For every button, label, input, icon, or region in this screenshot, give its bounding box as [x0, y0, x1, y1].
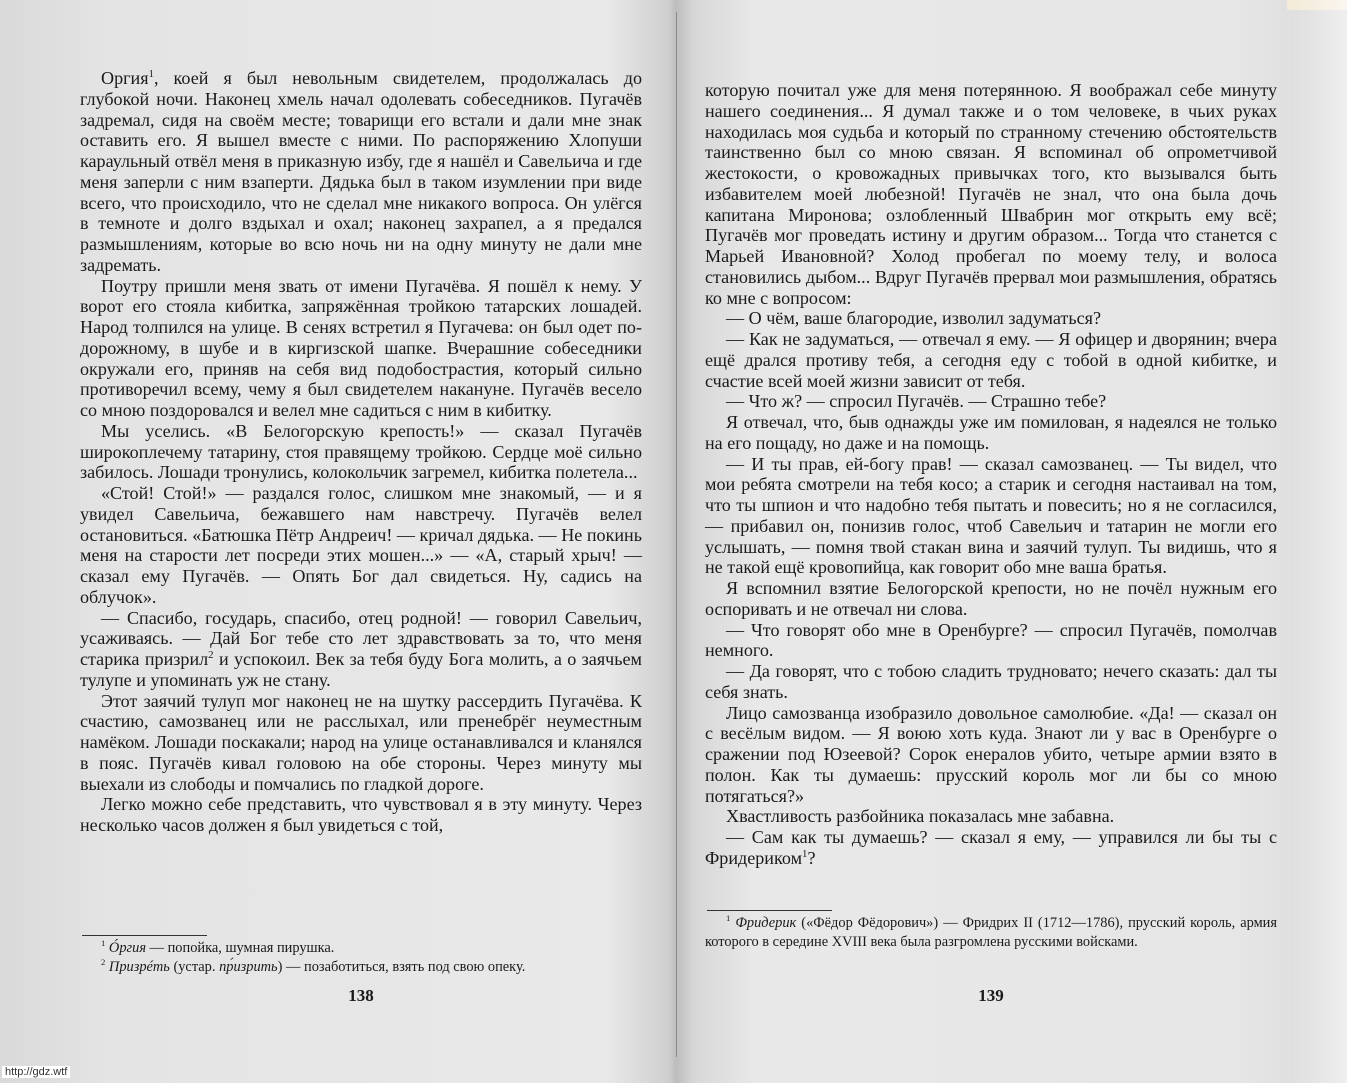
paragraph: Этот заячий тулуп мог наконец не на шутку рассердить Пугачёва. К счастию, самозванец или не расслыхал, или пренебрёг неуместным намёком. Лошади поскакали; народ на улице останавливался и кланялся в пояс. Пугачёв кивал головою на обе стороны. Через минуту мы выехали из слободы и помчались по гладкой дороге.: [80, 690, 642, 794]
page-number: 138: [348, 986, 374, 1005]
right-footnotes: [705, 910, 1277, 951]
paragraph: Оргия$^1$, коей я был невольным свидетелем, продолжалась до глубокой ночи. Наконец хмель начал одолевать собеседников. Пугачёв задремал, сидя на своём месте; товарищи его встали и дали мне знак оставить его. Я вышел вместе с ними. По распоряжению Хлопуши караульный отвёл меня в приказную избу, где я нашёл и Савельича и где меня заперли с ним взаперти. Дядька был в таком изумлении при виде всего, что происходило, что не сделал мне никакого вопроса. Он улёгся в темноте и долго вздыхал и охал; наконец захрапел, а я предался размышлениям, которые во всю ночь ни на одну минуту не дали мне задремать.: [80, 67, 642, 275]
paragraph: — Спасибо, государь, спасибо, отец родной! — говорил Савельич, усаживаясь. — Дай Бог тебе сто лет здравствовать за то, что меня старика призрил$^2$ и успокоил. Век за тебя буду Бога молить, а о заячьем тулупе и упоминать уж не стану.: [80, 607, 642, 690]
right-page-text: [705, 80, 1277, 869]
page-edge: [1292, 0, 1347, 1083]
paragraph: Легко можно себе представить, что чувствовал я в эту минуту. Через несколько часов должен я был увидеться с той,: [80, 794, 642, 835]
footnote: $^1$ Óргия — попойка, шумная пирушка.: [101, 938, 335, 956]
paragraph: которую почитал уже для меня потерянною. Я воображал себе минуту нашего соединения... Я думал также и о том человеке, в чьих руках находилась моя судьба и который по странному стечению обстоятельств таинственно был со мною связан. Я вспоминал об опрометчивой жестокости, о кровожадных привычках того, кто вызывался быть избавителем моей любезной! Пугачёв не знал, что она была дочь капитана Миронова; озлобленный Швабрин мог открыть ему всё; Пугачёв мог проведать истину и другим образом... Тогда что станется с Марьей Ивановной? Холод пробегал по моему телу, и волоса становились дыбом... Вдруг Пугачёв прервал мои размышления, обратясь ко мне с вопросом:: [705, 80, 1277, 308]
paragraph: — Как не задуматься, — отвечал я ему. — Я офицер и дворянин; вчера ещё дрался противу тебя, а сегодня еду с тобой в одной кибитке, и счастие всей моей жизни зависит от тебя.: [705, 329, 1277, 391]
paragraph: «Стой! Стой!» — раздался голос, слишком мне знакомый, — и я увидел Савельича, бежавшего нам навстречу. Пугачёв велел остановиться. «Батюшка Пётр Андреич! — кричал дядька. — Не покинь меня на старости лет посреди этих мошен...» — «А, старый хрыч! — сказал ему Пугачёв. — Опять Бог дал свидеться. Ну, садись на облучок».: [80, 483, 642, 607]
left-footnotes: [80, 935, 642, 976]
paragraph: — О чём, ваше благородие, изволил задуматься?: [726, 308, 1101, 329]
right-page: [705, 0, 1277, 1083]
paragraph: Лицо самозванца изобразило довольное самолюбие. «Да! — сказал он с весёлым видом. — Я воюю хоть куда. Знают ли у вас в Оренбурге о сражении под Юзеевой? Сорок енералов убито, четыре армии взято в полон. Как ты думаешь: прусский король мог ли бы со мною потягаться?»: [705, 702, 1277, 806]
paragraph: — Что ж? — спросил Пугачёв. — Страшно тебе?: [726, 391, 1107, 412]
page-number: 139: [978, 986, 1004, 1005]
paragraph: — Да говорят, что с тобою сладить трудновато; нечего сказать: дал ты себя знать.: [705, 661, 1277, 702]
paragraph: Я отвечал, что, быв однажды уже им помилован, я надеялся не только на его пощаду, но даже и на помощь.: [705, 412, 1277, 453]
left-page: [80, 0, 642, 1083]
footnote-divider: [82, 935, 207, 936]
paragraph: — Что говорят обо мне в Оренбурге? — спросил Пугачёв, помолчав немного.: [705, 619, 1277, 661]
paragraph: — Сам как ты думаешь? — сказал я ему, — управился ли бы ты с Фридериком$^1$?: [705, 827, 1277, 868]
watermark-link[interactable]: http://gdz.wtf: [2, 1066, 70, 1078]
paragraph: Я вспомнил взятие Белогорской крепости, но не почёл нужным его оспоривать и не отвечал ни слова.: [705, 578, 1277, 619]
footnote: $^1$ Фридерик («Фёдор Фёдорович») — Фридрих II (1712—1786), прусский король, армия которого в середине XVIII века была разгромлена русскими войсками.: [705, 913, 1277, 950]
book-gutter: [676, 12, 677, 1057]
paragraph: Хвастливость разбойника показалась мне забавна.: [726, 806, 1115, 827]
paragraph: — И ты прав, ей-богу прав! — сказал самозванец. — Ты видел, что мои ребята смотрели на тебя косо; а старик и сегодня настаивал на том, что ты шпион и что надобно тебя пытать и повесить; но я не согласился, — прибавил он, понизив голос, чтоб Савельич и татарин не могли его услышать, — помня твой стакан вина и заячий тулуп. Ты видишь, что я не такой ещё кровопийца, как говорит обо мне ваша братья.: [705, 453, 1277, 578]
paragraph: Мы уселись. «В Белогорскую крепость!» — сказал Пугачёв широкоплечему татарину, стоя правящему тройкою. Сердце моё сильно забилось. Лошади тронулись, колокольчик загремел, кибитка полетела...: [80, 420, 642, 483]
paragraph: Поутру пришли меня звать от имени Пугачёва. Я пошёл к нему. У ворот его стояла кибитка, запряжённая тройкою татарских лошадей. Народ толпился на улице. В сенях встретил я Пугачева: он был одет по-дорожному, в шубе и в киргизской шапке. Вчерашние собеседники окружали его, приняв на себя вид подобострастия, который сильно противоречил всему, чему я был свидетелем накануне. Пугачёв весело со мною поздоровался и велел мне садиться с ним в кибитку.: [80, 275, 642, 420]
footnote: $^2$ Призрéть (устар. пр́изрить) — позаботиться, взять под свою опеку.: [101, 956, 526, 975]
left-page-text: [80, 68, 642, 836]
footnote-divider: [707, 910, 832, 911]
